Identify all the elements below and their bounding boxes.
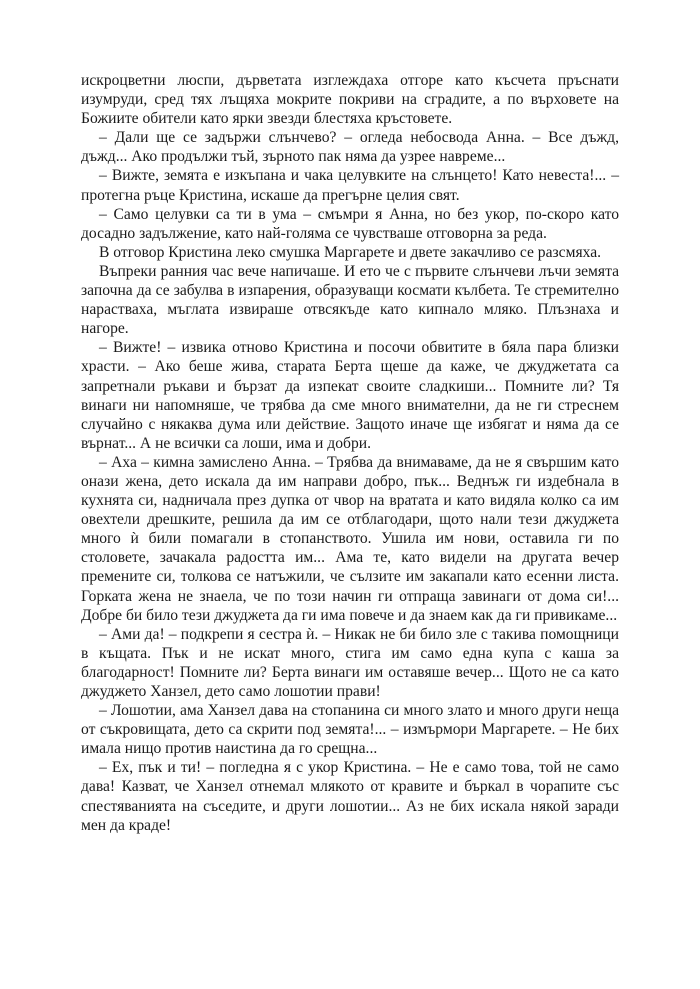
- paragraph-11: – Ех, пък и ти! – погледна я с укор Кристина. – Не е само това, той не само дава! Казват, че Ханзел отнемал млякото от кравите и бъркал в чорапите със спестяванията на съседите, и други лошотии... Аз не бих искала някой заради мен да краде!: [81, 759, 619, 834]
- paragraph-1: искроцветни люспи, дърветата изглеждаха отгоре като късчета пръснати изумруди, сред тях лъщяха мокрите покриви на сградите, а по върховете на Божиите обители като ярки звезди блестяха кръстовете.: [81, 72, 619, 128]
- paragraph-9: – Ами да! – подкрепи я сестра ѝ. – Никак не би било зле с такива помощници в къщата. Пък и не искат много, стига им само една купа с каша за благодарност! Помните ли? Берта винаги им оставяше вечер... Щото не са като джуджето Ханзел, дето само лошотии прави!: [81, 625, 619, 700]
- paragraph-5: В отговор Кристина леко смушка Маргарете и двете закачливо се разсмяха.: [99, 243, 602, 261]
- paragraph-7: – Вижте! – извика отново Кристина и посочи обвитите в бяла пара близки храсти. – Ако беше жива, старата Берта щеше да каже, че джуджетата са запретнали ръкави и бързат да изпекат своите сладкиши... Помните ли? Тя винаги ни напомняше, че трябва да сме много внимателни, да не ги стреснем случайно с някаква дума или действие. Защото иначе ще избягат и няма да се върнат... А не всички са лоши, има и добри.: [81, 339, 619, 452]
- paragraph-4: – Само целувки са ти в ума – смъмри я Анна, но без укор, по-скоро като досадно задължение, като най-голяма се чувстваше отговорна за реда.: [81, 205, 619, 242]
- paragraph-6: Въпреки ранния час вече напичаше. И ето че с първите слънчеви лъчи земята започна да се забулва в изпарения, образуващи космати кълбета. Те стремително нарастваха, мъглата извираше отвсякъде като кипнало мляко. Плъзнаха и нагоре.: [81, 262, 619, 338]
- paragraph-8: – Аха – кимна замислено Анна. – Трябва да внимаваме, да не я свършим като онази жена, дето искала да им направи добро, пък... Веднъж ги издебнала в кухнята си, надничала през дупка от чвор на вратата и като видяла колко са им овехтели дрешките, решила да им се отблагодари, щото нали тези джуджета много ѝ били помагали в стопанството. Ушила им нови, оставила ги по столовете, зачакала радостта им... Ама те, като видели на другата вечер премените си, толкова се натъжили, че сълзите им закапали като есенни листа. Горката жена не знаела, че по този начин ги отпраща завинаги от дома си!... Добре би било тези джуджета да ги има повече и да знаем как да ги привикаме...: [81, 453, 619, 624]
- paragraph-3: – Вижте, земята е изкъпана и чака целувките на слънцето! Като невеста!... – протегна ръце Кристина, искаше да прегърне целия свят.: [81, 167, 619, 204]
- body-text: [81, 71, 619, 835]
- paragraph-2: – Дали ще се задържи слънчево? – огледа небосвода Анна. – Все дъжд, дъжд... Ако продължи тъй, зърното пак няма да узрее навреме...: [81, 129, 619, 166]
- paragraph-10: – Лошотии, ама Ханзел дава на стопанина си много злато и много други неща от съкровищата, дето са скрити под земята!... – измърмори Маргарете. – Не бих имала нищо против наистина да го срещна...: [81, 702, 619, 758]
